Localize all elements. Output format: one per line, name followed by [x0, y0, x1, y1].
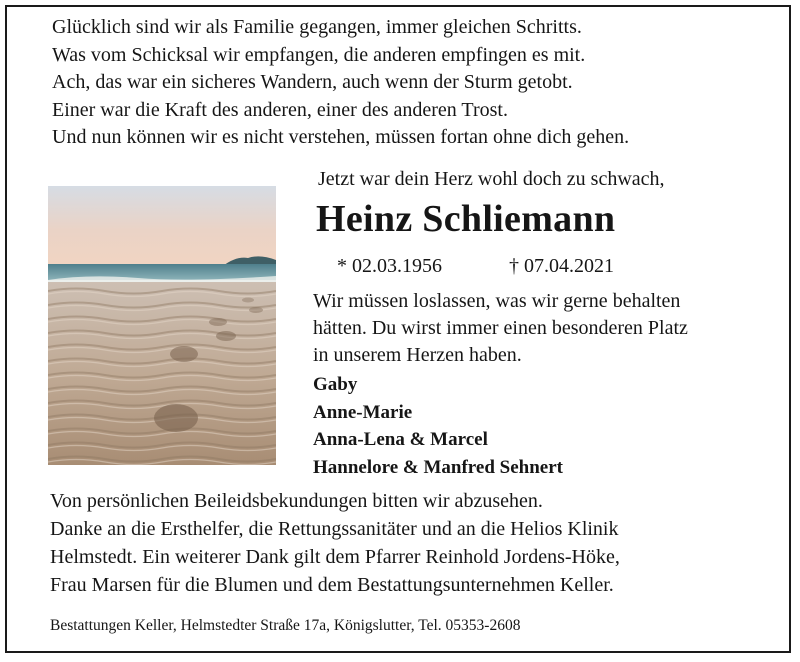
intro-line: Jetzt war dein Herz wohl doch zu schwach, — [318, 168, 665, 190]
poem-line: Glücklich sind wir als Familie gegangen, immer gleichen Schritts. — [52, 16, 582, 38]
beach-footprints-photo — [48, 186, 276, 465]
mourner-name: Hannelore & Manfred Sehnert — [313, 456, 563, 478]
funeral-home-footer: Bestattungen Keller, Helmstedter Straße 17a, Königslutter, Tel. 05353-2608 — [50, 617, 521, 634]
mourner-name: Gaby — [313, 374, 358, 395]
closing-line: Von persönlichen Beileidsbekundungen bitten wir abzusehen. — [50, 490, 543, 512]
mourner-name: Anne-Marie — [313, 401, 413, 423]
poem — [52, 14, 752, 152]
message-line: in unserem Herzen haben. — [313, 344, 522, 366]
mourners-list — [313, 371, 563, 481]
mourner-name: Anna-Lena & Marcel — [313, 429, 488, 450]
birth-date: * 02.03.1956 — [337, 255, 442, 277]
poem-line: Und nun können wir es nicht verstehen, müssen fortan ohne dich gehen. — [52, 126, 630, 148]
closing-line: Danke an die Ersthelfer, die Rettungssanitäter und an die Helios Klinik — [50, 518, 619, 540]
farewell-message — [313, 288, 773, 369]
poem-line: Ach, das war ein sicheres Wandern, auch wenn der Sturm getobt. — [52, 71, 573, 93]
closing-line: Helmstedt. Ein weiterer Dank gilt dem Pfarrer Reinhold Jordens-Höke, — [50, 546, 620, 568]
poem-line: Was vom Schicksal wir empfangen, die anderen empfingen es mit. — [52, 43, 586, 66]
closing-text — [50, 487, 770, 599]
poem-line: Einer war die Kraft des anderen, einer des anderen Trost. — [52, 98, 508, 121]
message-line: hätten. Du wirst immer einen besonderen Platz — [313, 317, 688, 339]
deceased-name: Heinz Schliemann — [316, 198, 616, 240]
closing-line: Frau Marsen für die Blumen und dem Bestattungsunternehmen Keller. — [50, 574, 614, 596]
message-line: Wir müssen loslassen, was wir gerne behalten — [313, 290, 681, 312]
death-date: † 07.04.2021 — [509, 255, 614, 277]
